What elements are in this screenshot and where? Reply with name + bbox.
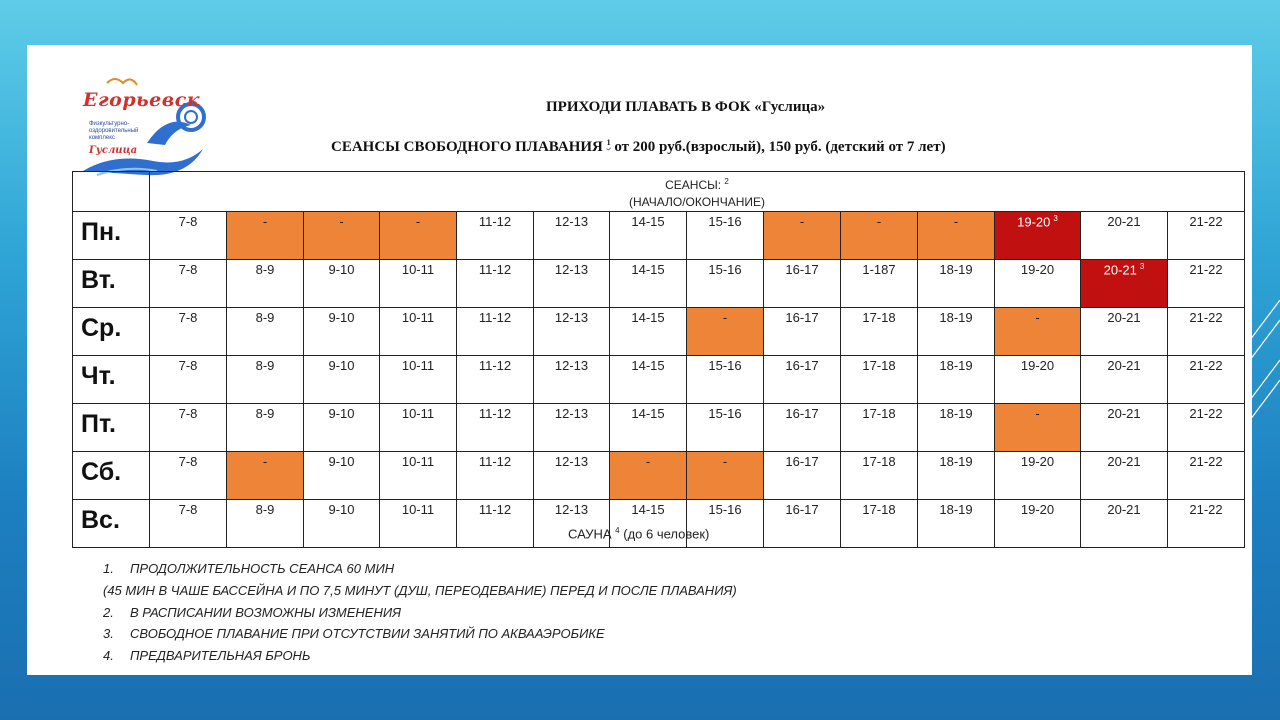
session-cell-unavailable [995, 308, 1081, 356]
session-time: - [1035, 310, 1040, 325]
session-cell [918, 500, 995, 548]
session-time: - [262, 454, 268, 469]
session-time: 20-21 [1107, 310, 1141, 325]
day-label: Ср. [73, 308, 150, 356]
sauna-footnote-mark: 4 [615, 526, 620, 535]
session-cell [764, 404, 841, 452]
session-cell [841, 260, 918, 308]
corner-stripes-decoration [1250, 300, 1280, 440]
session-time: 16-17 [785, 454, 819, 469]
session-time: 21-22 [1189, 358, 1223, 373]
footnote-number: 2. [103, 604, 114, 620]
session-time: 19-20 [1020, 358, 1055, 373]
session-time: 18-19 [939, 454, 973, 469]
day-label: Пт. [73, 404, 150, 452]
session-time: 17-18 [862, 406, 896, 421]
session-time: 9-10 [328, 454, 355, 469]
session-cell [764, 260, 841, 308]
session-cell-unavailable [687, 308, 764, 356]
session-cell [304, 452, 380, 500]
session-time: - [645, 454, 651, 469]
session-cell [687, 212, 764, 260]
session-time: 11-12 [478, 358, 512, 373]
session-cell [304, 260, 380, 308]
session-cell [380, 308, 457, 356]
session-time: 14-15 [631, 310, 665, 325]
session-time: 19-20 [1020, 454, 1055, 469]
sessions-header-line1: СЕАНСЫ: [665, 178, 722, 192]
logo [77, 73, 217, 183]
session-time: 11-12 [478, 406, 512, 421]
session-cell-unavailable [610, 452, 687, 500]
schedule-row [73, 356, 1245, 404]
session-time: 19-20 [1017, 214, 1051, 230]
session-cell [534, 452, 610, 500]
session-cell [227, 356, 304, 404]
session-time: 12-13 [554, 454, 589, 469]
session-time: 8-9 [255, 262, 275, 277]
sessions-header-cell [150, 172, 1245, 212]
session-time: 10-11 [401, 358, 435, 373]
session-time: 20-21 [1107, 502, 1141, 517]
session-time: 9-10 [328, 358, 355, 373]
session-cell [841, 404, 918, 452]
day-label: Вс. [73, 500, 150, 548]
footnote-text: СВОБОДНОЕ ПЛАВАНИЕ ПРИ ОТСУТСТВИИ ЗАНЯТИЙ ПО АКВААЭРОБИКЕ [130, 626, 605, 642]
session-cell [995, 260, 1081, 308]
session-cell [380, 404, 457, 452]
session-cell-unavailable [227, 452, 304, 500]
session-time: 12-13 [554, 358, 589, 373]
footnote-item [103, 602, 710, 624]
session-time: 17-18 [862, 358, 896, 373]
session-cell [380, 500, 457, 548]
session-cell [687, 260, 764, 308]
header-corner-cell [73, 172, 150, 212]
session-cell-unavailable [764, 212, 841, 260]
session-time: 11-12 [478, 214, 512, 229]
session-time: 20-21 [1107, 358, 1141, 373]
page-subtitle [331, 138, 946, 156]
day-label: Сб. [73, 452, 150, 500]
footnote-item [103, 558, 710, 580]
subtitle-prefix: СЕАНСЫ СВОБОДНОГО ПЛАВАНИЯ [331, 139, 603, 155]
session-time: - [953, 214, 959, 229]
session-cell [457, 212, 534, 260]
session-cell [227, 404, 304, 452]
logo-title: Егорьевск [83, 89, 201, 111]
day-label: Чт. [73, 356, 150, 404]
session-cell [1168, 452, 1245, 500]
session-cell [150, 500, 227, 548]
session-cell [918, 260, 995, 308]
session-time: 7-8 [178, 502, 198, 517]
session-cell [610, 212, 687, 260]
session-time: 14-15 [631, 406, 665, 421]
session-time: 11-12 [478, 310, 512, 325]
session-cell [1168, 404, 1245, 452]
session-time: 19-20 [1020, 502, 1055, 517]
sessions-header-line2: (НАЧАЛО/ОКОНЧАНИЕ) [628, 195, 766, 209]
session-time: 16-17 [785, 406, 819, 421]
session-cell-unavailable [918, 212, 995, 260]
session-footnote-mark: 3 [1139, 262, 1145, 271]
logo-name: Гуслица [89, 145, 138, 156]
session-cell-unavailable [380, 212, 457, 260]
session-cell [150, 356, 227, 404]
session-cell [304, 356, 380, 404]
subtitle-prices: от 200 руб.(взрослый), 150 руб. (детский от 7 лет) [614, 139, 946, 155]
session-time: 16-17 [785, 502, 819, 517]
session-time: 12-13 [554, 406, 589, 421]
session-time: 12-13 [554, 310, 589, 325]
session-time: 12-13 [554, 262, 589, 277]
day-label: Пн. [73, 212, 150, 260]
session-cell [457, 500, 534, 548]
page-title: ПРИХОДИ ПЛАВАТЬ В ФОК «Гуслица» [546, 99, 826, 115]
schedule-row [73, 260, 1245, 308]
session-cell-conditional [1081, 260, 1168, 308]
schedule-row [73, 452, 1245, 500]
session-time: - [415, 214, 421, 229]
logo-subtitle: Физкультурно-оздоровительный комплекс [89, 121, 139, 141]
session-cell [764, 356, 841, 404]
session-cell [918, 452, 995, 500]
session-cell [610, 404, 687, 452]
schedule-table [72, 171, 1245, 548]
session-time: 16-17 [785, 310, 819, 325]
footnote-item [103, 623, 710, 645]
session-cell [918, 404, 995, 452]
session-time: 18-19 [939, 262, 973, 277]
session-time: 18-19 [939, 502, 973, 517]
session-cell [150, 212, 227, 260]
session-cell [610, 260, 687, 308]
session-time: 17-18 [862, 310, 896, 325]
session-time: 15-16 [708, 262, 742, 277]
session-time: 9-10 [328, 310, 355, 325]
session-time: 12-13 [554, 214, 589, 229]
sauna-note [568, 526, 709, 541]
session-footnote-mark: 3 [1053, 214, 1058, 223]
session-cell [380, 452, 457, 500]
session-time: 7-8 [178, 262, 198, 277]
session-time: 7-8 [178, 214, 198, 229]
session-time: 21-22 [1189, 262, 1223, 277]
session-cell [841, 308, 918, 356]
session-cell [1081, 308, 1168, 356]
session-cell-unavailable [304, 212, 380, 260]
schedule-row [73, 404, 1245, 452]
session-time: 8-9 [255, 310, 275, 325]
session-time: 7-8 [178, 358, 198, 373]
subtitle-footnote-mark: 1 [606, 138, 611, 147]
session-time: 20-21 [1107, 454, 1141, 469]
session-cell [918, 356, 995, 404]
session-cell [534, 308, 610, 356]
session-cell [304, 500, 380, 548]
session-time: 15-16 [708, 358, 742, 373]
session-cell-unavailable [995, 404, 1081, 452]
session-time: 9-10 [328, 502, 355, 517]
session-cell [1168, 500, 1245, 548]
footnote-number: 4. [103, 648, 114, 664]
schedule-sheet [27, 45, 1252, 675]
session-time: 7-8 [178, 406, 198, 421]
footnote-text: ПРОДОЛЖИТЕЛЬНОСТЬ СЕАНСА 60 МИН [130, 561, 395, 576]
sauna-label: САУНА [568, 526, 612, 542]
session-time: 16-17 [785, 262, 819, 277]
session-time: 17-18 [862, 502, 896, 517]
session-time: 11-12 [478, 262, 512, 277]
session-cell [610, 308, 687, 356]
session-cell [534, 212, 610, 260]
session-time: - [799, 214, 805, 229]
session-cell [1081, 212, 1168, 260]
session-time: 21-22 [1189, 310, 1223, 325]
session-time: 21-22 [1189, 502, 1223, 517]
session-cell [1081, 452, 1168, 500]
session-cell-unavailable [687, 452, 764, 500]
session-cell [687, 404, 764, 452]
session-cell [457, 308, 534, 356]
footnote-item [103, 645, 710, 667]
sessions-header-footnote: 2 [724, 177, 729, 186]
session-time: 20-21 [1107, 406, 1141, 421]
session-time: 16-17 [785, 358, 819, 373]
session-cell [1168, 308, 1245, 356]
day-label: Вт. [73, 260, 150, 308]
session-time: 9-10 [328, 262, 355, 277]
footnote-text: (45 МИН В ЧАШЕ БАССЕЙНА И ПО 7,5 МИНУТ (ДУШ, ПЕРЕОДЕВАНИЕ) ПЕРЕД И ПОСЛЕ ПЛАВАНИЯ) [103, 582, 737, 598]
session-cell [687, 356, 764, 404]
session-time: 7-8 [178, 454, 198, 469]
session-cell [227, 500, 304, 548]
session-cell-conditional [995, 212, 1081, 260]
session-cell [457, 404, 534, 452]
session-time: 10-11 [401, 406, 435, 421]
session-cell [534, 356, 610, 404]
session-time: 14-15 [631, 502, 665, 517]
session-time: 11-12 [478, 454, 512, 469]
session-cell-unavailable [227, 212, 304, 260]
session-cell [380, 356, 457, 404]
session-time: - [876, 214, 882, 229]
footnote-text: ПРЕДВАРИТЕЛЬНАЯ БРОНЬ [130, 648, 311, 664]
session-time: 20-21 [1103, 262, 1137, 278]
session-cell [534, 404, 610, 452]
session-cell [1168, 212, 1245, 260]
session-time: 7-8 [178, 310, 198, 325]
session-time: 8-9 [255, 406, 275, 421]
session-time: 15-16 [708, 214, 742, 229]
session-cell [764, 308, 841, 356]
session-time: 15-16 [708, 406, 742, 421]
session-time: - [722, 310, 728, 325]
sauna-capacity: (до 6 человек) [623, 526, 710, 542]
session-cell [995, 500, 1081, 548]
session-time: - [262, 214, 268, 229]
session-cell [995, 452, 1081, 500]
session-time: 10-11 [401, 262, 435, 277]
session-cell [610, 356, 687, 404]
session-cell [380, 260, 457, 308]
session-time: 10-11 [401, 310, 435, 325]
session-time: 10-11 [401, 454, 435, 469]
session-time: 9-10 [328, 406, 355, 421]
session-cell [1168, 356, 1245, 404]
session-time: 21-22 [1189, 214, 1223, 229]
session-cell [150, 404, 227, 452]
footnote-number: 3. [103, 626, 114, 642]
session-cell [1168, 260, 1245, 308]
session-time: 18-19 [939, 358, 973, 373]
session-time: - [1035, 406, 1040, 421]
session-cell [764, 452, 841, 500]
session-cell [1081, 500, 1168, 548]
session-time: 14-15 [631, 358, 665, 373]
session-time: 17-18 [862, 454, 896, 469]
session-time: 19-20 [1020, 262, 1055, 277]
session-cell [457, 356, 534, 404]
session-cell [995, 356, 1081, 404]
footnote-number: 1. [103, 561, 114, 576]
session-time: - [339, 214, 344, 229]
session-cell [1081, 356, 1168, 404]
session-time: - [722, 454, 728, 469]
session-cell [918, 308, 995, 356]
session-time: 1-187 [862, 262, 896, 277]
schedule-row [73, 212, 1245, 260]
session-time: 18-19 [939, 310, 973, 325]
session-time: 15-16 [708, 502, 742, 517]
session-time: 21-22 [1189, 454, 1223, 469]
session-cell [150, 260, 227, 308]
session-time: 14-15 [631, 214, 665, 229]
session-cell [227, 260, 304, 308]
session-time: 12-13 [554, 502, 589, 517]
session-cell [150, 308, 227, 356]
session-cell [457, 452, 534, 500]
session-time: 8-9 [255, 502, 275, 517]
session-cell [841, 356, 918, 404]
session-cell [841, 452, 918, 500]
session-cell [1081, 404, 1168, 452]
session-cell [150, 452, 227, 500]
session-time: 20-21 [1107, 214, 1141, 229]
session-cell [227, 308, 304, 356]
footnotes-list [103, 558, 737, 667]
session-time: 18-19 [939, 406, 973, 421]
session-cell [841, 500, 918, 548]
session-cell [304, 404, 380, 452]
session-time: 14-15 [631, 262, 665, 277]
schedule-row [73, 308, 1245, 356]
session-time: 10-11 [401, 502, 435, 517]
schedule-header-row [73, 172, 1245, 212]
footnote-text: В РАСПИСАНИИ ВОЗМОЖНЫ ИЗМЕНЕНИЯ [130, 604, 402, 620]
session-cell [764, 500, 841, 548]
footnote-item [103, 580, 737, 602]
session-cell [534, 260, 610, 308]
session-cell [457, 260, 534, 308]
session-time: 11-12 [478, 502, 512, 517]
session-time: 8-9 [255, 358, 275, 373]
session-cell [304, 308, 380, 356]
session-time: 21-22 [1189, 406, 1223, 421]
session-cell-unavailable [841, 212, 918, 260]
